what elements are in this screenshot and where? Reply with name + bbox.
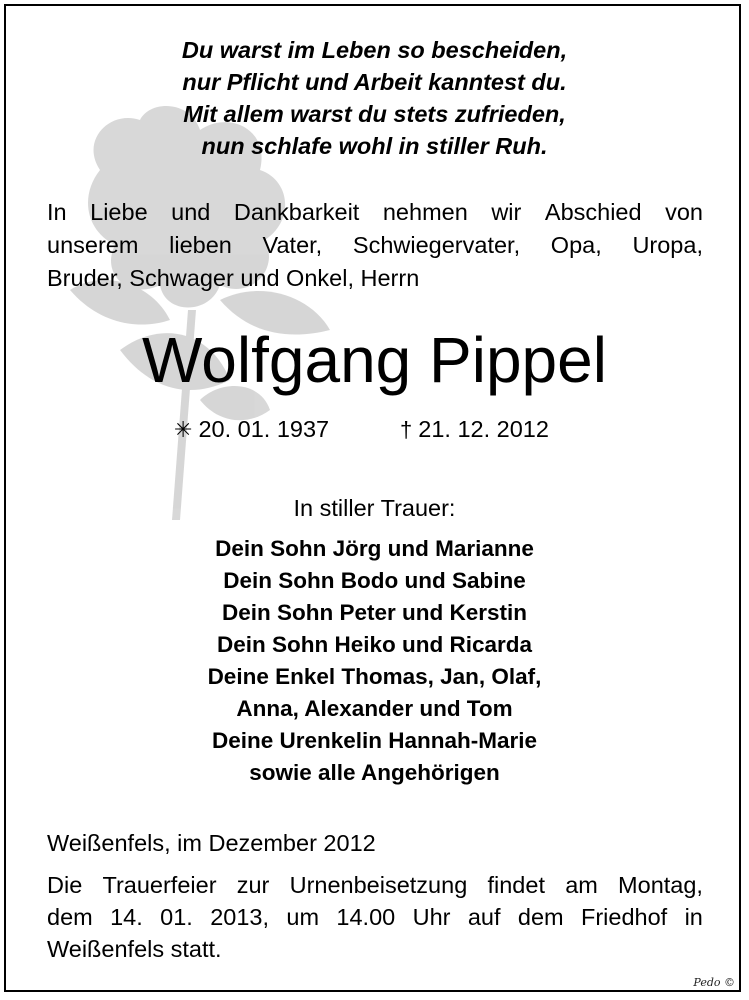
mourner-line: Dein Sohn Heiko und Ricarda bbox=[216, 632, 533, 657]
mourners-heading: In stiller Trauer: bbox=[293, 495, 456, 521]
word: von bbox=[665, 199, 703, 225]
word: Urnenbeisetzung bbox=[289, 872, 468, 898]
mourners-list bbox=[0, 533, 749, 789]
intro-line-1 bbox=[47, 196, 703, 229]
poem-line: Du warst im Leben so bescheiden, bbox=[181, 37, 568, 63]
word: Uhr bbox=[412, 904, 451, 930]
agency-credit: Pedo © bbox=[693, 976, 735, 989]
word: lieben bbox=[169, 232, 232, 258]
mourner-line: Deine Enkel Thomas, Jan, Olaf, bbox=[207, 664, 542, 689]
word: findet bbox=[487, 872, 545, 898]
service-line-1 bbox=[47, 869, 703, 901]
word: nehmen bbox=[382, 199, 468, 225]
death-cross-icon: † bbox=[400, 417, 413, 442]
intro-line-2 bbox=[47, 229, 703, 262]
word: und bbox=[171, 199, 211, 225]
word: Abschied bbox=[544, 199, 642, 225]
word: Trauerfeier bbox=[102, 872, 217, 898]
death-date-group bbox=[400, 414, 549, 445]
word: wir bbox=[491, 199, 522, 225]
word: dem bbox=[47, 904, 93, 930]
service-line-3: Weißenfels statt. bbox=[47, 936, 222, 962]
intro-line-3: Bruder, Schwager und Onkel, Herrn bbox=[47, 265, 420, 291]
word: Die bbox=[47, 872, 83, 898]
mourner-line: sowie alle Angehörigen bbox=[249, 760, 500, 785]
word: um bbox=[286, 904, 320, 930]
mourner-line: Dein Sohn Bodo und Sabine bbox=[223, 568, 526, 593]
word: 14.00 bbox=[336, 904, 396, 930]
word: Montag, bbox=[618, 872, 703, 898]
word: Opa, bbox=[550, 232, 602, 258]
mourner-line: Dein Sohn Jörg und Marianne bbox=[215, 536, 534, 561]
word: 14. bbox=[110, 904, 143, 930]
death-date: 21. 12. 2012 bbox=[418, 416, 549, 442]
life-dates bbox=[174, 414, 549, 445]
word: 2013, bbox=[210, 904, 269, 930]
word: Dankbarkeit bbox=[233, 199, 360, 225]
mourner-line: Anna, Alexander und Tom bbox=[236, 696, 513, 721]
mourner-line: Deine Urenkelin Hannah-Marie bbox=[211, 728, 538, 753]
word: in bbox=[684, 904, 703, 930]
place-date: Weißenfels, im Dezember 2012 bbox=[47, 830, 376, 856]
word: 01. bbox=[160, 904, 193, 930]
poem-line: nun schlafe wohl in stiller Ruh. bbox=[201, 133, 548, 159]
poem-verse bbox=[0, 34, 749, 162]
word: auf bbox=[467, 904, 501, 930]
word: zur bbox=[236, 872, 270, 898]
birth-date: 20. 01. 1937 bbox=[198, 416, 330, 442]
word: am bbox=[565, 872, 598, 898]
word: In bbox=[47, 199, 67, 225]
poem-line: Mit allem warst du stets zufrieden, bbox=[183, 101, 566, 127]
service-line-2 bbox=[47, 901, 703, 933]
intro-text bbox=[47, 196, 703, 295]
birth-date-group bbox=[174, 416, 329, 442]
word: Liebe bbox=[90, 199, 148, 225]
word: Friedhof bbox=[580, 904, 668, 930]
word: Vater, bbox=[262, 232, 323, 258]
word: Schwiegervater, bbox=[352, 232, 521, 258]
service-info bbox=[47, 869, 703, 965]
poem-line: nur Pflicht und Arbeit kanntest du. bbox=[182, 69, 567, 95]
word: unserem bbox=[47, 232, 139, 258]
deceased-name: Wolfgang Pippel bbox=[142, 324, 607, 396]
word: Uropa, bbox=[632, 232, 703, 258]
birth-star-icon: ✳ bbox=[174, 417, 193, 442]
word: dem bbox=[517, 904, 564, 930]
mourner-line: Dein Sohn Peter und Kerstin bbox=[221, 600, 528, 625]
